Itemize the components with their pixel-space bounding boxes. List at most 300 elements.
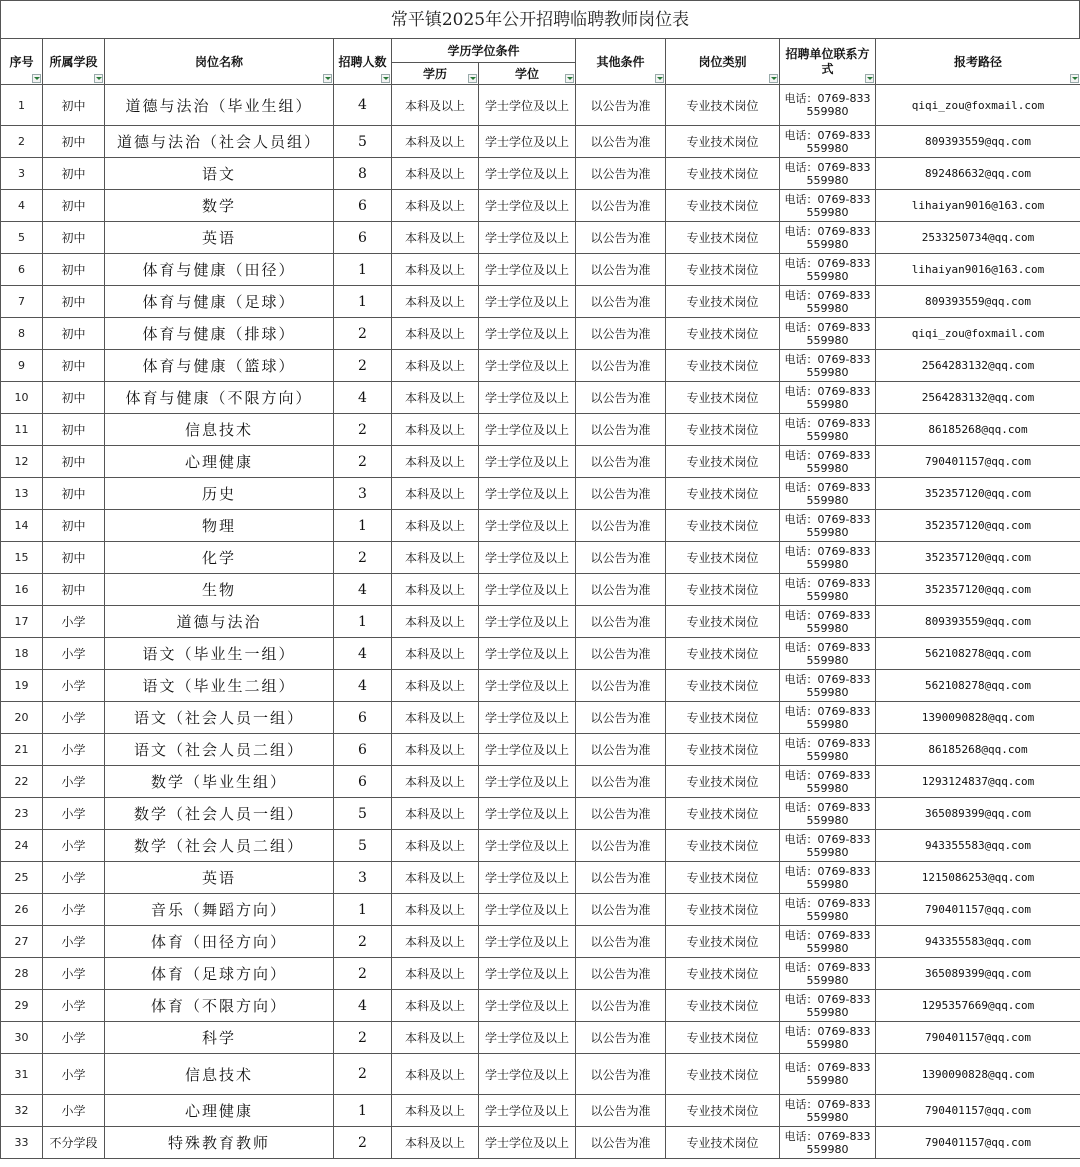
cell-path[interactable]: qiqi_zou@foxmail.com bbox=[876, 85, 1080, 126]
cell-post[interactable]: 科学 bbox=[105, 1022, 334, 1054]
cell-count[interactable]: 6 bbox=[334, 190, 392, 222]
cell-seq[interactable]: 4 bbox=[1, 190, 43, 222]
cell-post[interactable]: 道德与法治 bbox=[105, 606, 334, 638]
cell-degree[interactable]: 学士学位及以上 bbox=[479, 1022, 576, 1054]
cell-school[interactable]: 小学 bbox=[43, 1022, 105, 1054]
cell-school[interactable]: 初中 bbox=[43, 414, 105, 446]
cell-path[interactable]: lihaiyan9016@163.com bbox=[876, 254, 1080, 286]
cell-school[interactable]: 初中 bbox=[43, 446, 105, 478]
cell-seq[interactable]: 23 bbox=[1, 798, 43, 830]
cell-seq[interactable]: 29 bbox=[1, 990, 43, 1022]
cell-edu[interactable]: 本科及以上 bbox=[392, 446, 479, 478]
cell-other[interactable]: 以公告为准 bbox=[576, 1095, 666, 1127]
cell-post[interactable]: 体育与健康（不限方向） bbox=[105, 382, 334, 414]
cell-degree[interactable]: 学士学位及以上 bbox=[479, 574, 576, 606]
cell-seq[interactable]: 27 bbox=[1, 926, 43, 958]
cell-other[interactable]: 以公告为准 bbox=[576, 670, 666, 702]
cell-degree[interactable]: 学士学位及以上 bbox=[479, 670, 576, 702]
cell-edu[interactable]: 本科及以上 bbox=[392, 85, 479, 126]
cell-seq[interactable]: 24 bbox=[1, 830, 43, 862]
cell-degree[interactable]: 学士学位及以上 bbox=[479, 222, 576, 254]
cell-degree[interactable]: 学士学位及以上 bbox=[479, 446, 576, 478]
cell-ptype[interactable]: 专业技术岗位 bbox=[666, 734, 780, 766]
cell-path[interactable]: 352357120@qq.com bbox=[876, 542, 1080, 574]
cell-other[interactable]: 以公告为准 bbox=[576, 382, 666, 414]
cell-count[interactable]: 4 bbox=[334, 990, 392, 1022]
cell-path[interactable]: 1293124837@qq.com bbox=[876, 766, 1080, 798]
cell-ptype[interactable]: 专业技术岗位 bbox=[666, 510, 780, 542]
cell-edu[interactable]: 本科及以上 bbox=[392, 1054, 479, 1095]
cell-contact[interactable]: 电话：0769-833559980 bbox=[780, 734, 876, 766]
cell-edu[interactable]: 本科及以上 bbox=[392, 958, 479, 990]
cell-path[interactable]: 892486632@qq.com bbox=[876, 158, 1080, 190]
cell-ptype[interactable]: 专业技术岗位 bbox=[666, 446, 780, 478]
cell-seq[interactable]: 30 bbox=[1, 1022, 43, 1054]
cell-contact[interactable]: 电话：0769-833559980 bbox=[780, 798, 876, 830]
cell-post[interactable]: 数学（毕业生组） bbox=[105, 766, 334, 798]
header-post[interactable] bbox=[105, 39, 334, 85]
cell-post[interactable]: 数学（社会人员二组） bbox=[105, 830, 334, 862]
cell-degree[interactable]: 学士学位及以上 bbox=[479, 766, 576, 798]
cell-edu[interactable]: 本科及以上 bbox=[392, 126, 479, 158]
cell-count[interactable]: 2 bbox=[334, 1054, 392, 1095]
cell-other[interactable]: 以公告为准 bbox=[576, 894, 666, 926]
cell-count[interactable]: 1 bbox=[334, 894, 392, 926]
cell-ptype[interactable]: 专业技术岗位 bbox=[666, 1095, 780, 1127]
cell-other[interactable]: 以公告为准 bbox=[576, 446, 666, 478]
cell-edu[interactable]: 本科及以上 bbox=[392, 510, 479, 542]
cell-school[interactable]: 小学 bbox=[43, 926, 105, 958]
cell-contact[interactable]: 电话：0769-833559980 bbox=[780, 606, 876, 638]
cell-other[interactable]: 以公告为准 bbox=[576, 126, 666, 158]
cell-seq[interactable]: 10 bbox=[1, 382, 43, 414]
cell-count[interactable]: 2 bbox=[334, 542, 392, 574]
cell-seq[interactable]: 14 bbox=[1, 510, 43, 542]
cell-count[interactable]: 1 bbox=[334, 254, 392, 286]
cell-contact[interactable]: 电话：0769-833559980 bbox=[780, 990, 876, 1022]
cell-degree[interactable]: 学士学位及以上 bbox=[479, 254, 576, 286]
cell-edu[interactable]: 本科及以上 bbox=[392, 254, 479, 286]
cell-seq[interactable]: 2 bbox=[1, 126, 43, 158]
cell-contact[interactable]: 电话：0769-833559980 bbox=[780, 222, 876, 254]
cell-post[interactable]: 物理 bbox=[105, 510, 334, 542]
cell-edu[interactable]: 本科及以上 bbox=[392, 606, 479, 638]
cell-ptype[interactable]: 专业技术岗位 bbox=[666, 638, 780, 670]
header-contact[interactable] bbox=[780, 39, 876, 85]
cell-other[interactable]: 以公告为准 bbox=[576, 510, 666, 542]
cell-degree[interactable]: 学士学位及以上 bbox=[479, 126, 576, 158]
cell-count[interactable]: 2 bbox=[334, 1022, 392, 1054]
header-count[interactable] bbox=[334, 39, 392, 85]
cell-count[interactable]: 6 bbox=[334, 766, 392, 798]
cell-path[interactable]: 562108278@qq.com bbox=[876, 670, 1080, 702]
cell-path[interactable]: 352357120@qq.com bbox=[876, 574, 1080, 606]
cell-post[interactable]: 历史 bbox=[105, 478, 334, 510]
cell-edu[interactable]: 本科及以上 bbox=[392, 734, 479, 766]
cell-school[interactable]: 小学 bbox=[43, 894, 105, 926]
cell-seq[interactable]: 7 bbox=[1, 286, 43, 318]
cell-count[interactable]: 4 bbox=[334, 85, 392, 126]
cell-degree[interactable]: 学士学位及以上 bbox=[479, 926, 576, 958]
cell-count[interactable]: 1 bbox=[334, 1095, 392, 1127]
cell-seq[interactable]: 32 bbox=[1, 1095, 43, 1127]
filter-dropdown-icon[interactable] bbox=[655, 74, 664, 83]
cell-other[interactable]: 以公告为准 bbox=[576, 606, 666, 638]
cell-school[interactable]: 小学 bbox=[43, 702, 105, 734]
cell-contact[interactable]: 电话：0769-833559980 bbox=[780, 1095, 876, 1127]
cell-contact[interactable]: 电话：0769-833559980 bbox=[780, 254, 876, 286]
cell-edu[interactable]: 本科及以上 bbox=[392, 574, 479, 606]
cell-other[interactable]: 以公告为准 bbox=[576, 350, 666, 382]
cell-school[interactable]: 初中 bbox=[43, 286, 105, 318]
cell-contact[interactable]: 电话：0769-833559980 bbox=[780, 478, 876, 510]
cell-ptype[interactable]: 专业技术岗位 bbox=[666, 478, 780, 510]
cell-degree[interactable]: 学士学位及以上 bbox=[479, 702, 576, 734]
cell-ptype[interactable]: 专业技术岗位 bbox=[666, 126, 780, 158]
cell-ptype[interactable]: 专业技术岗位 bbox=[666, 1022, 780, 1054]
cell-ptype[interactable]: 专业技术岗位 bbox=[666, 254, 780, 286]
cell-contact[interactable]: 电话：0769-833559980 bbox=[780, 446, 876, 478]
cell-count[interactable]: 1 bbox=[334, 510, 392, 542]
cell-path[interactable]: 86185268@qq.com bbox=[876, 414, 1080, 446]
cell-edu[interactable]: 本科及以上 bbox=[392, 798, 479, 830]
cell-contact[interactable]: 电话：0769-833559980 bbox=[780, 1054, 876, 1095]
cell-seq[interactable]: 16 bbox=[1, 574, 43, 606]
cell-degree[interactable]: 学士学位及以上 bbox=[479, 830, 576, 862]
cell-other[interactable]: 以公告为准 bbox=[576, 798, 666, 830]
cell-edu[interactable]: 本科及以上 bbox=[392, 894, 479, 926]
cell-post[interactable]: 道德与法治（毕业生组） bbox=[105, 85, 334, 126]
cell-contact[interactable]: 电话：0769-833559980 bbox=[780, 766, 876, 798]
cell-count[interactable]: 5 bbox=[334, 830, 392, 862]
cell-school[interactable]: 小学 bbox=[43, 670, 105, 702]
cell-path[interactable]: 2564283132@qq.com bbox=[876, 382, 1080, 414]
cell-degree[interactable]: 学士学位及以上 bbox=[479, 958, 576, 990]
cell-path[interactable]: 943355583@qq.com bbox=[876, 830, 1080, 862]
cell-ptype[interactable]: 专业技术岗位 bbox=[666, 606, 780, 638]
cell-school[interactable]: 初中 bbox=[43, 382, 105, 414]
cell-other[interactable]: 以公告为准 bbox=[576, 318, 666, 350]
cell-school[interactable]: 初中 bbox=[43, 510, 105, 542]
cell-school[interactable]: 小学 bbox=[43, 798, 105, 830]
cell-path[interactable]: 352357120@qq.com bbox=[876, 510, 1080, 542]
cell-path[interactable]: 809393559@qq.com bbox=[876, 286, 1080, 318]
cell-other[interactable]: 以公告为准 bbox=[576, 478, 666, 510]
filter-dropdown-icon[interactable] bbox=[381, 74, 390, 83]
cell-path[interactable]: 809393559@qq.com bbox=[876, 606, 1080, 638]
cell-contact[interactable]: 电话：0769-833559980 bbox=[780, 926, 876, 958]
cell-contact[interactable]: 电话：0769-833559980 bbox=[780, 350, 876, 382]
cell-edu[interactable]: 本科及以上 bbox=[392, 542, 479, 574]
filter-dropdown-icon[interactable] bbox=[769, 74, 778, 83]
cell-edu[interactable]: 本科及以上 bbox=[392, 190, 479, 222]
cell-other[interactable]: 以公告为准 bbox=[576, 574, 666, 606]
cell-ptype[interactable]: 专业技术岗位 bbox=[666, 190, 780, 222]
cell-count[interactable]: 2 bbox=[334, 446, 392, 478]
cell-edu[interactable]: 本科及以上 bbox=[392, 766, 479, 798]
cell-ptype[interactable]: 专业技术岗位 bbox=[666, 158, 780, 190]
cell-path[interactable]: 1390090828@qq.com bbox=[876, 1054, 1080, 1095]
cell-degree[interactable]: 学士学位及以上 bbox=[479, 990, 576, 1022]
cell-post[interactable]: 体育（足球方向） bbox=[105, 958, 334, 990]
cell-edu[interactable]: 本科及以上 bbox=[392, 670, 479, 702]
cell-seq[interactable]: 22 bbox=[1, 766, 43, 798]
cell-path[interactable]: 1295357669@qq.com bbox=[876, 990, 1080, 1022]
cell-degree[interactable]: 学士学位及以上 bbox=[479, 862, 576, 894]
cell-edu[interactable]: 本科及以上 bbox=[392, 638, 479, 670]
cell-degree[interactable]: 学士学位及以上 bbox=[479, 318, 576, 350]
filter-dropdown-icon[interactable] bbox=[468, 74, 477, 83]
cell-degree[interactable]: 学士学位及以上 bbox=[479, 85, 576, 126]
filter-dropdown-icon[interactable] bbox=[865, 74, 874, 83]
cell-contact[interactable]: 电话：0769-833559980 bbox=[780, 1022, 876, 1054]
cell-school[interactable]: 小学 bbox=[43, 734, 105, 766]
cell-seq[interactable]: 3 bbox=[1, 158, 43, 190]
cell-seq[interactable]: 18 bbox=[1, 638, 43, 670]
cell-school[interactable]: 初中 bbox=[43, 190, 105, 222]
cell-ptype[interactable]: 专业技术岗位 bbox=[666, 702, 780, 734]
cell-seq[interactable]: 17 bbox=[1, 606, 43, 638]
cell-other[interactable]: 以公告为准 bbox=[576, 286, 666, 318]
filter-dropdown-icon[interactable] bbox=[94, 74, 103, 83]
cell-school[interactable]: 小学 bbox=[43, 638, 105, 670]
cell-school[interactable]: 小学 bbox=[43, 862, 105, 894]
cell-ptype[interactable]: 专业技术岗位 bbox=[666, 1054, 780, 1095]
cell-degree[interactable]: 学士学位及以上 bbox=[479, 1054, 576, 1095]
cell-school[interactable]: 初中 bbox=[43, 126, 105, 158]
cell-path[interactable]: 790401157@qq.com bbox=[876, 1095, 1080, 1127]
cell-ptype[interactable]: 专业技术岗位 bbox=[666, 382, 780, 414]
cell-school[interactable]: 初中 bbox=[43, 542, 105, 574]
cell-post[interactable]: 体育（田径方向） bbox=[105, 926, 334, 958]
cell-ptype[interactable]: 专业技术岗位 bbox=[666, 85, 780, 126]
cell-contact[interactable]: 电话：0769-833559980 bbox=[780, 574, 876, 606]
cell-count[interactable]: 4 bbox=[334, 574, 392, 606]
cell-post[interactable]: 数学 bbox=[105, 190, 334, 222]
header-degree[interactable] bbox=[479, 63, 576, 85]
cell-degree[interactable]: 学士学位及以上 bbox=[479, 190, 576, 222]
cell-path[interactable]: 365089399@qq.com bbox=[876, 798, 1080, 830]
cell-count[interactable]: 2 bbox=[334, 926, 392, 958]
header-seq[interactable] bbox=[1, 39, 43, 85]
filter-dropdown-icon[interactable] bbox=[1070, 74, 1079, 83]
cell-ptype[interactable]: 专业技术岗位 bbox=[666, 862, 780, 894]
cell-ptype[interactable]: 专业技术岗位 bbox=[666, 926, 780, 958]
cell-contact[interactable]: 电话：0769-833559980 bbox=[780, 702, 876, 734]
cell-post[interactable]: 特殊教育教师 bbox=[105, 1127, 334, 1159]
cell-other[interactable]: 以公告为准 bbox=[576, 1054, 666, 1095]
cell-other[interactable]: 以公告为准 bbox=[576, 1127, 666, 1159]
cell-school[interactable]: 不分学段 bbox=[43, 1127, 105, 1159]
cell-count[interactable]: 2 bbox=[334, 414, 392, 446]
cell-degree[interactable]: 学士学位及以上 bbox=[479, 1127, 576, 1159]
cell-ptype[interactable]: 专业技术岗位 bbox=[666, 1127, 780, 1159]
cell-edu[interactable]: 本科及以上 bbox=[392, 222, 479, 254]
cell-post[interactable]: 体育与健康（田径） bbox=[105, 254, 334, 286]
cell-other[interactable]: 以公告为准 bbox=[576, 990, 666, 1022]
cell-degree[interactable]: 学士学位及以上 bbox=[479, 510, 576, 542]
cell-school[interactable]: 初中 bbox=[43, 254, 105, 286]
cell-ptype[interactable]: 专业技术岗位 bbox=[666, 670, 780, 702]
cell-path[interactable]: 790401157@qq.com bbox=[876, 446, 1080, 478]
cell-degree[interactable]: 学士学位及以上 bbox=[479, 350, 576, 382]
cell-ptype[interactable]: 专业技术岗位 bbox=[666, 894, 780, 926]
cell-path[interactable]: qiqi_zou@foxmail.com bbox=[876, 318, 1080, 350]
cell-school[interactable]: 小学 bbox=[43, 830, 105, 862]
cell-seq[interactable]: 6 bbox=[1, 254, 43, 286]
cell-other[interactable]: 以公告为准 bbox=[576, 85, 666, 126]
cell-school[interactable]: 初中 bbox=[43, 478, 105, 510]
cell-path[interactable]: 943355583@qq.com bbox=[876, 926, 1080, 958]
cell-school[interactable]: 初中 bbox=[43, 350, 105, 382]
cell-count[interactable]: 1 bbox=[334, 286, 392, 318]
cell-school[interactable]: 初中 bbox=[43, 85, 105, 126]
cell-contact[interactable]: 电话：0769-833559980 bbox=[780, 830, 876, 862]
cell-edu[interactable]: 本科及以上 bbox=[392, 1022, 479, 1054]
cell-path[interactable]: 790401157@qq.com bbox=[876, 1127, 1080, 1159]
cell-path[interactable]: 2533250734@qq.com bbox=[876, 222, 1080, 254]
cell-degree[interactable]: 学士学位及以上 bbox=[479, 798, 576, 830]
cell-school[interactable]: 初中 bbox=[43, 222, 105, 254]
cell-edu[interactable]: 本科及以上 bbox=[392, 158, 479, 190]
cell-seq[interactable]: 13 bbox=[1, 478, 43, 510]
cell-degree[interactable]: 学士学位及以上 bbox=[479, 1095, 576, 1127]
cell-path[interactable]: 790401157@qq.com bbox=[876, 1022, 1080, 1054]
cell-count[interactable]: 2 bbox=[334, 318, 392, 350]
cell-degree[interactable]: 学士学位及以上 bbox=[479, 286, 576, 318]
header-other[interactable] bbox=[576, 39, 666, 85]
cell-post[interactable]: 体育（不限方向） bbox=[105, 990, 334, 1022]
cell-seq[interactable]: 5 bbox=[1, 222, 43, 254]
cell-seq[interactable]: 28 bbox=[1, 958, 43, 990]
cell-school[interactable]: 小学 bbox=[43, 1054, 105, 1095]
cell-other[interactable]: 以公告为准 bbox=[576, 1022, 666, 1054]
cell-degree[interactable]: 学士学位及以上 bbox=[479, 734, 576, 766]
cell-school[interactable]: 小学 bbox=[43, 958, 105, 990]
cell-contact[interactable]: 电话：0769-833559980 bbox=[780, 894, 876, 926]
cell-ptype[interactable]: 专业技术岗位 bbox=[666, 350, 780, 382]
cell-school[interactable]: 初中 bbox=[43, 574, 105, 606]
cell-edu[interactable]: 本科及以上 bbox=[392, 862, 479, 894]
cell-post[interactable]: 心理健康 bbox=[105, 446, 334, 478]
cell-count[interactable]: 2 bbox=[334, 350, 392, 382]
cell-degree[interactable]: 学士学位及以上 bbox=[479, 382, 576, 414]
cell-contact[interactable]: 电话：0769-833559980 bbox=[780, 638, 876, 670]
cell-seq[interactable]: 8 bbox=[1, 318, 43, 350]
cell-other[interactable]: 以公告为准 bbox=[576, 702, 666, 734]
cell-post[interactable]: 体育与健康（篮球） bbox=[105, 350, 334, 382]
cell-edu[interactable]: 本科及以上 bbox=[392, 1127, 479, 1159]
cell-path[interactable]: 1215086253@qq.com bbox=[876, 862, 1080, 894]
cell-degree[interactable]: 学士学位及以上 bbox=[479, 894, 576, 926]
cell-path[interactable]: 1390090828@qq.com bbox=[876, 702, 1080, 734]
cell-edu[interactable]: 本科及以上 bbox=[392, 990, 479, 1022]
cell-other[interactable]: 以公告为准 bbox=[576, 830, 666, 862]
cell-post[interactable]: 数学（社会人员一组） bbox=[105, 798, 334, 830]
cell-seq[interactable]: 12 bbox=[1, 446, 43, 478]
cell-post[interactable]: 化学 bbox=[105, 542, 334, 574]
header-path[interactable] bbox=[876, 39, 1080, 85]
cell-count[interactable]: 3 bbox=[334, 478, 392, 510]
cell-degree[interactable]: 学士学位及以上 bbox=[479, 606, 576, 638]
cell-post[interactable]: 道德与法治（社会人员组） bbox=[105, 126, 334, 158]
cell-post[interactable]: 体育与健康（排球） bbox=[105, 318, 334, 350]
cell-other[interactable]: 以公告为准 bbox=[576, 638, 666, 670]
cell-school[interactable]: 小学 bbox=[43, 1095, 105, 1127]
cell-count[interactable]: 4 bbox=[334, 638, 392, 670]
cell-count[interactable]: 6 bbox=[334, 222, 392, 254]
cell-other[interactable]: 以公告为准 bbox=[576, 190, 666, 222]
cell-contact[interactable]: 电话：0769-833559980 bbox=[780, 1127, 876, 1159]
cell-count[interactable]: 3 bbox=[334, 862, 392, 894]
cell-degree[interactable]: 学士学位及以上 bbox=[479, 478, 576, 510]
cell-post[interactable]: 语文（毕业生一组） bbox=[105, 638, 334, 670]
cell-count[interactable]: 6 bbox=[334, 734, 392, 766]
cell-contact[interactable]: 电话：0769-833559980 bbox=[780, 85, 876, 126]
cell-contact[interactable]: 电话：0769-833559980 bbox=[780, 318, 876, 350]
cell-seq[interactable]: 19 bbox=[1, 670, 43, 702]
cell-count[interactable]: 2 bbox=[334, 1127, 392, 1159]
cell-edu[interactable]: 本科及以上 bbox=[392, 350, 479, 382]
cell-contact[interactable]: 电话：0769-833559980 bbox=[780, 126, 876, 158]
cell-edu[interactable]: 本科及以上 bbox=[392, 478, 479, 510]
cell-edu[interactable]: 本科及以上 bbox=[392, 318, 479, 350]
cell-post[interactable]: 语文（社会人员二组） bbox=[105, 734, 334, 766]
cell-post[interactable]: 音乐（舞蹈方向） bbox=[105, 894, 334, 926]
cell-path[interactable]: 809393559@qq.com bbox=[876, 126, 1080, 158]
cell-edu[interactable]: 本科及以上 bbox=[392, 286, 479, 318]
cell-ptype[interactable]: 专业技术岗位 bbox=[666, 286, 780, 318]
cell-post[interactable]: 信息技术 bbox=[105, 414, 334, 446]
cell-other[interactable]: 以公告为准 bbox=[576, 734, 666, 766]
cell-degree[interactable]: 学士学位及以上 bbox=[479, 158, 576, 190]
cell-contact[interactable]: 电话：0769-833559980 bbox=[780, 542, 876, 574]
cell-ptype[interactable]: 专业技术岗位 bbox=[666, 542, 780, 574]
cell-degree[interactable]: 学士学位及以上 bbox=[479, 542, 576, 574]
cell-other[interactable]: 以公告为准 bbox=[576, 958, 666, 990]
cell-ptype[interactable]: 专业技术岗位 bbox=[666, 766, 780, 798]
cell-ptype[interactable]: 专业技术岗位 bbox=[666, 830, 780, 862]
cell-path[interactable]: lihaiyan9016@163.com bbox=[876, 190, 1080, 222]
cell-count[interactable]: 8 bbox=[334, 158, 392, 190]
cell-count[interactable]: 5 bbox=[334, 126, 392, 158]
cell-post[interactable]: 信息技术 bbox=[105, 1054, 334, 1095]
cell-seq[interactable]: 31 bbox=[1, 1054, 43, 1095]
cell-other[interactable]: 以公告为准 bbox=[576, 862, 666, 894]
cell-other[interactable]: 以公告为准 bbox=[576, 158, 666, 190]
cell-count[interactable]: 1 bbox=[334, 606, 392, 638]
cell-edu[interactable]: 本科及以上 bbox=[392, 830, 479, 862]
header-school[interactable] bbox=[43, 39, 105, 85]
cell-count[interactable]: 4 bbox=[334, 670, 392, 702]
cell-contact[interactable]: 电话：0769-833559980 bbox=[780, 414, 876, 446]
cell-other[interactable]: 以公告为准 bbox=[576, 254, 666, 286]
cell-seq[interactable]: 11 bbox=[1, 414, 43, 446]
cell-seq[interactable]: 9 bbox=[1, 350, 43, 382]
cell-count[interactable]: 6 bbox=[334, 702, 392, 734]
cell-contact[interactable]: 电话：0769-833559980 bbox=[780, 158, 876, 190]
cell-edu[interactable]: 本科及以上 bbox=[392, 382, 479, 414]
cell-seq[interactable]: 15 bbox=[1, 542, 43, 574]
cell-other[interactable]: 以公告为准 bbox=[576, 926, 666, 958]
cell-contact[interactable]: 电话：0769-833559980 bbox=[780, 286, 876, 318]
cell-school[interactable]: 初中 bbox=[43, 158, 105, 190]
cell-degree[interactable]: 学士学位及以上 bbox=[479, 638, 576, 670]
cell-path[interactable]: 790401157@qq.com bbox=[876, 894, 1080, 926]
cell-ptype[interactable]: 专业技术岗位 bbox=[666, 798, 780, 830]
cell-post[interactable]: 英语 bbox=[105, 222, 334, 254]
header-ptype[interactable] bbox=[666, 39, 780, 85]
